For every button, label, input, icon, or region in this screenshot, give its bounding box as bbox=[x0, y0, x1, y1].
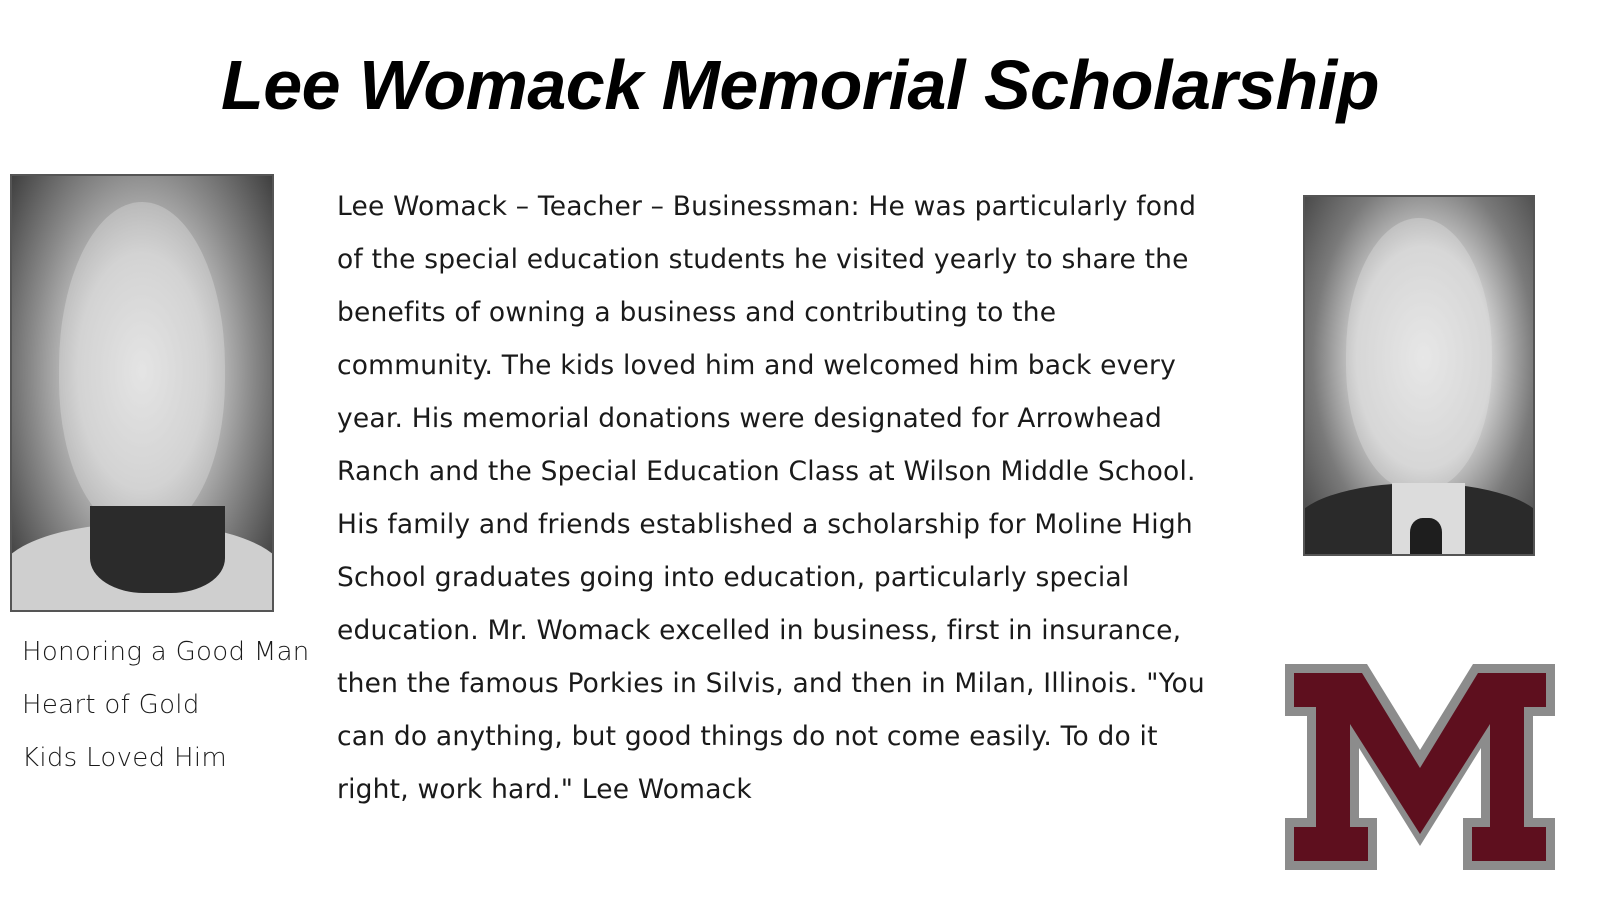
body-line: right, work hard." Lee Womack bbox=[337, 774, 752, 805]
collar-shape bbox=[90, 506, 225, 593]
body-line: year. His memorial donations were designated for Arrowhead bbox=[337, 403, 1163, 434]
caption-line: Kids Loved Him bbox=[22, 743, 227, 773]
body-line: School graduates going into education, particularly special bbox=[337, 562, 1130, 593]
body-line: community. The kids loved him and welcomed him back every bbox=[337, 350, 1177, 381]
biography-paragraph bbox=[337, 180, 1247, 816]
body-line: Lee Womack – Teacher – Businessman: He was particularly fond bbox=[337, 191, 1197, 222]
portrait-photo-right bbox=[1303, 195, 1535, 556]
portrait-photo-left bbox=[10, 174, 274, 612]
moline-m-logo-icon bbox=[1285, 664, 1555, 870]
body-line: His family and friends established a scholarship for Moline High bbox=[337, 509, 1193, 540]
body-line: education. Mr. Womack excelled in business, first in insurance, bbox=[337, 615, 1182, 646]
caption-list bbox=[22, 626, 310, 785]
body-line: can do anything, but good things do not come easily. To do it bbox=[337, 721, 1158, 752]
body-line: then the famous Porkies in Silvis, and then in Milan, Illinois. "You bbox=[337, 668, 1205, 699]
face-shape bbox=[59, 202, 225, 532]
body-line: Ranch and the Special Education Class at Wilson Middle School. bbox=[337, 456, 1196, 487]
tie-shape bbox=[1410, 518, 1442, 554]
caption-line: Heart of Gold bbox=[22, 690, 200, 720]
body-line: benefits of owning a business and contributing to the bbox=[337, 297, 1057, 328]
body-line: of the special education students he visited yearly to share the bbox=[337, 244, 1189, 275]
page-title: Lee Womack Memorial Scholarship bbox=[220, 46, 1380, 124]
caption-line: Honoring a Good Man bbox=[22, 637, 310, 667]
face-shape bbox=[1346, 218, 1492, 489]
